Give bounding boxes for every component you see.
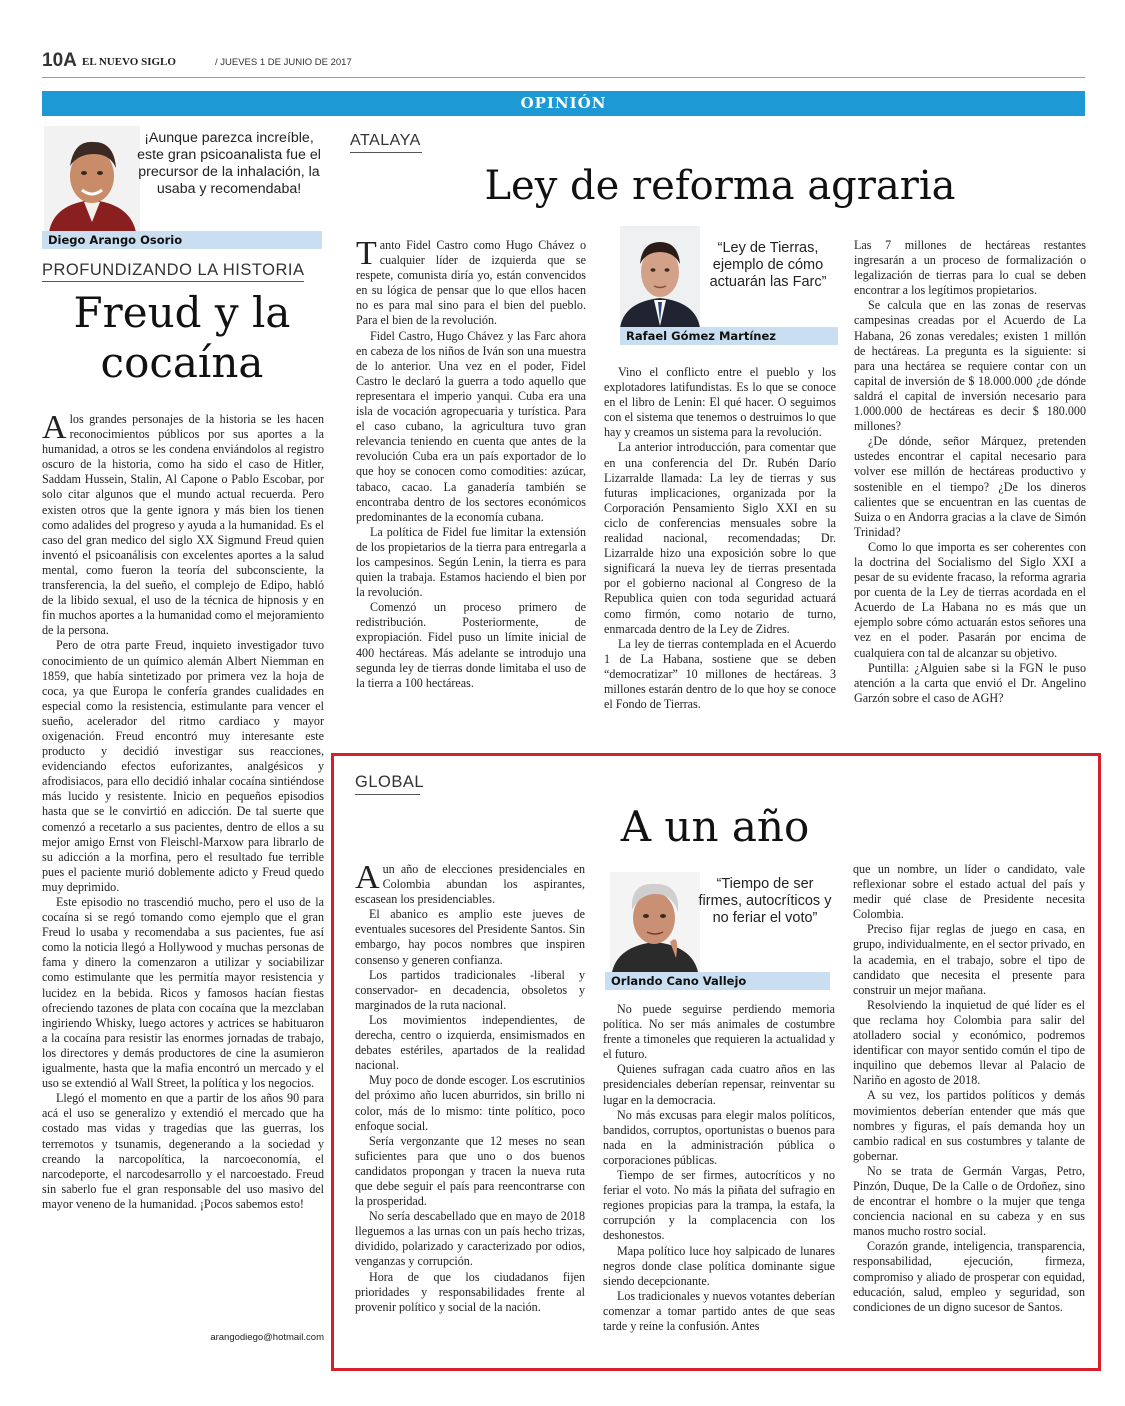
atalaya-paragraph-3: La política de Fidel fue limitar la extensión de los propietarios de la tierra para entregarla a los campesinos. Según Lenin, la tierra es para quien la trabaja. Estamos haciendo el bien por la revolución. [356, 524, 586, 600]
byline-cano: Orlando Cano Vallejo [605, 972, 830, 990]
global-paragraph-4: Los movimientos independientes, de derecha, centro o izquierda, ensimismados en debates estériles, apartados de la realidad nacional. [355, 1012, 585, 1073]
atalaya-paragraph-10: ¿De dónde, señor Márquez, pretenden ustedes encontrar el capital necesario para volver ese millón de hectáreas productivo y sostenible en el tiempo? ¿De los dineros calientes que se encuentran en las cuentas de Suiza o en Andorra gracias a la clave de Simón Trinidad? [854, 434, 1086, 539]
global-headline: A un año [620, 802, 810, 851]
global-paragraph-14: Los tradicionales y nuevos votantes deberían comenzar a tomar partido antes de que seas tarde y reine la confusión. Antes [603, 1288, 835, 1333]
global-paragraph-12: Tiempo de ser firmes, autocríticos y no feriar el voto. No más la piñata del sufragio en regiones propicias para la trampa, la estafa, la corrupción y la complacencia con los deshonestos. [603, 1168, 835, 1243]
atalaya-paragraph-8: Las 7 millones de hectáreas restantes ingresarán a un proceso de formalización o legalización de tierras para lo cual se deben encontrar a los legítimos propietarios. [854, 238, 1086, 298]
freud-pull-quote: ¡Aunque parezca increíble, este gran psicoanalista fue el precursor de la inhalación, la usaba y recomendaba! [137, 130, 321, 197]
global-column-2 [603, 1002, 835, 1334]
freud-paragraph-2: Pero de otra parte Freud, inquieto investigador tuvo conocimiento de un químico alemán Albert Niemman en 1859, que había sintetizado por primera vez la hoja de coca, ya que Europa le confería grandes cualidades en especial como la resistencia, estimulante para vencer el sueño, acelerador del ritmo cardiaco y mayor oxigenación. Freud encontró muy interesante este producto y decidió investigar sus reacciones, evidenciando efectos euforizantes, analgésicos y afrodisiacos, para ello decidió inhalar cocaína sintiéndose más lucido y resistente. Inicio en pequeños episodios hasta que se le convirtió en adicción. De tal suerte que comenzó a recetarlo a sus pacientes, dentro de ellos a su mejor amigo Ernst von Fleischl-Marxow para librarlo de su adicción a la morfina, pero el resultado fue terrible pues el paciente murió doblemente adicto y Freud quedo muy deprimido. [42, 638, 324, 894]
global-kicker-rule [355, 794, 420, 795]
section-bar [42, 91, 1085, 116]
atalaya-kicker-rule [350, 152, 422, 153]
global-paragraph-7: No sería descabellado que en mayo de 2018 lleguemos a las urnas con un país hecho trizas, dividido, polarizado y caracterizado por odios, venganzas y corrupción. [355, 1209, 585, 1269]
date-line: / JUEVES 1 DE JUNIO DE 2017 [215, 57, 352, 68]
global-paragraph-15: que un nombre, un líder o candidato, vale reflexionar sobre el estado actual del país y medir qué clase de Presidente necesita Colombia. [853, 862, 1085, 922]
global-kicker: GLOBAL [355, 773, 425, 791]
global-column-1 [355, 859, 585, 1315]
atalaya-paragraph-6: La anterior introducción, para comentar que en una conferencia del Dr. Rubén Darío Lizarralde llamada: La ley de tierras y sus futuras implicaciones, organizada por la Corporación Pensamiento Siglo XXI en su ciclo de conferencias mensuales sobre la realidad nacional, recomendadas; Dr. Lizarralde hizo una exposición sobre lo que significará la nueva ley de tierras presentada por el gobierno nacional al Congreso de la Republica quien con toda seguridad actuará como firmón, como notario de turno, enmarcada dentro de la Ley de Zidres. [604, 440, 836, 636]
author-photo-gomez [620, 226, 700, 328]
byline-arango: Diego Arango Osorio [42, 231, 322, 249]
atalaya-column-1 [356, 235, 586, 691]
atalaya-pull-quote: “Ley de Tierras, ejemplo de cómo actuarán las Farc” [709, 240, 827, 290]
author-email: arangodiego@hotmail.com [210, 1332, 324, 1343]
freud-kicker: PROFUNDIZANDO LA HISTORIA [42, 261, 305, 279]
freud-dropcap: A [42, 409, 67, 446]
atalaya-paragraph-1: anto Fidel Castro como Hugo Chávez o cualquier líder de izquierda que se respete, comunista diría yo, están convencidos en su lógica de pensar que lo que ellos hacen no es para mal sino para el bien del pueblo. Para el bien de la revolución. [356, 238, 586, 328]
atalaya-paragraph-12: Puntilla: ¿Alguien sabe si la FGN le puso atención a la carta que envió el Dr. Angelino Garzón sobre el caso de AGH? [854, 660, 1086, 705]
global-paragraph-2: El abanico es amplio este jueves de eventuales sucesores del Presidente Santos. Sin embargo, hay pocos nombres que inspiren consenso y generen confianza. [355, 907, 585, 967]
atalaya-column-2 [604, 365, 836, 712]
freud-paragraph-1: los grandes personajes de la historia se les hacen reconocimientos públicos por sus aportes a la humanidad, a otros se les condena enviándolos al registro oscuro de la historia, como ha sido el caso de Hitler, Saddam Hussein, Stalin, Al Capone o Pablo Escobar, por solo citar algunos que el mundo actual recuerda. Pero existen otros que la gente ignora y más bien los tienen como adalides del progreso y ayuda a la humanidad. Es el caso del gran medico del siglo XX Sigmund Freud quien inventó el psicoanálisis con excelentes aportes a la salud mental, como fueron la teoría del subconsciente, la transferencia, la del sueño, el complejo de Edipo, habló de la libido sexual, el uso de la técnica de hipnosis y en fin muchos aportes a la humanidad como el mejoramiento de la persona. [42, 412, 324, 638]
freud-body [42, 409, 324, 1212]
atalaya-paragraph-5: Vino el conflicto entre el pueblo y los explotadores latifundistas. Es lo que se conoce en el libro de Lenin: El qué hacer. O seguimos con el sistema que tenemos o destruimos lo que hay y creamos un sistema para la revolución. [604, 365, 836, 440]
atalaya-paragraph-9: Se calcula que en las zonas de reservas campesinas creadas por el Acuerdo de La Habana, 26 zonas veredales; existen 1 millón de hectáreas. La pregunta es la siguiente: si para una hectárea se requiere contar con un capital de inversión de $ 18.000.000 ¿de dónde saldrá el capital de inversión necesario para 1.000.000 de hectáreas es decir $ 180.000 millones? [854, 298, 1086, 434]
global-paragraph-18: A su vez, los partidos políticos y demás movimientos deberían entender que más que nombres y figuras, el país demanda hoy un cambio radical en sus costumbres y talante de gobernar. [853, 1088, 1085, 1163]
global-paragraph-19: No se trata de Germán Vargas, Petro, Pinzón, Duque, De la Calle o de Ordoñez, sino de encontrar el hombre o la mujer que tenga conciencia nacional en su cabeza y en sus manos mucho rostro social. [853, 1163, 1085, 1239]
newspaper-name: EL NUEVO SIGLO [82, 56, 176, 68]
global-paragraph-11: No más excusas para elegir malos políticos, bandidos, corruptos, oportunistas o buenos para nada en la administración pública o corporaciones públicas. [603, 1107, 835, 1167]
atalaya-paragraph-11: Como lo que importa es ser coherentes con la doctrina del Socialismo del Siglo XXI a pesar de su evidente fracaso, la reforma agraria por cuenta de la Ley de tierras acordada en el Acuerdo de La Habana no es más que un ejemplo sobre cómo actuarán estos señores una vez en el poder. Pasarán por encima de cualquiera con tal de alcanzar su objetivo. [854, 539, 1086, 660]
global-paragraph-16: Preciso fijar reglas de juego en casa, en grupo, individualmente, en el sector privado, en la academia, en el trabajo, sobre el tipo de candidato que necesita el presente para construir un mejor mañana. [853, 922, 1085, 997]
atalaya-paragraph-2: Fidel Castro, Hugo Chávez y las Farc ahora en cabeza de los niños de Iván son una muestra de lo anterior. Una vez en el poder, Fidel Castro le declaró la guerra a todo aquello que representara el imperio yanqui. Cuba era una isla de vocación agropecuaria y turística. Para el caso cubano, la agricultura tuvo gran relevancia teniendo en cuenta que antes de la revolución Cuba era un país exportador de lo que hoy se conocen como comodities: azúcar, tabaco, cacao. La ganadería también se encontraba dentro de los sectores económicos predominantes de la economía cubana. [356, 328, 586, 524]
global-paragraph-8: Hora de que los ciudadanos fijen prioridades y responsabilidades frente al provenir político y social de la nación. [355, 1269, 585, 1314]
atalaya-dropcap: T [356, 235, 377, 272]
global-paragraph-3: Los partidos tradicionales -liberal y conservador- en decadencia, obsoletos y marginados de la ruta nacional. [355, 967, 585, 1012]
global-paragraph-20: Corazón grande, inteligencia, transparencia, responsabilidad, ejecución, firmeza, compromiso y aliado de prosperar con equidad, educación, salud, empleo y seguridad, son condiciones de un digno sucesor de Santos. [853, 1239, 1085, 1314]
freud-headline-line-1: Freud y la [73, 288, 291, 337]
global-paragraph-9: No puede seguirse perdiendo memoria política. No ser más animales de costumbre frente a timoneles que requieren la actualidad y el futuro. [603, 1002, 835, 1062]
freud-kicker-rule [42, 281, 304, 282]
section-title: OPINIÓN [520, 94, 607, 112]
freud-paragraph-3: Este episodio no trascendió mucho, pero el uso de la cocaína si se regó tomando como ejemplo que el gran Freud lo usaba y recomendaba a sus pacientes, fue así como la noticia llegó a Hollywood y muchas personas de fama y dinero la comenzaron a utilizar y sociabilizar como estimulante que les permitía mayor resistencia y lucidez en la bebida. Ricos y famosos hacían fiestas ofreciendo tazones de plata con cocaína que la mezclaban ingiriendo Whisky, luego actores y actrices se habituaron a la cocaína para resistir las enormes jornadas de trabajo, los directores y demás productores de cine la asumieron igualmente, hasta que la mafia encontró un mercado y el uso se extendió al Wall Street, la política y los negocios. [42, 895, 324, 1091]
author-photo-cano [610, 872, 700, 972]
atalaya-headline: Ley de reforma agraria [484, 163, 956, 209]
global-paragraph-10: Quienes sufragan cada cuatro años en las presidenciales deberían repensar, reinventar su lugar en la democracia. [603, 1062, 835, 1107]
global-column-3 [853, 862, 1085, 1315]
global-paragraph-5: Muy poco de donde escoger. Los escrutinios del próximo año lucen aburridos, sin brillo ni color, más de lo mismo: tinte político, poco enfoque social. [355, 1073, 585, 1133]
atalaya-kicker: ATALAYA [350, 132, 421, 149]
freud-headline [42, 288, 322, 388]
global-pull-quote: “Tiempo de ser firmes, autocríticos y no feriar el voto” [698, 876, 832, 926]
author-photo-arango [44, 126, 140, 232]
freud-paragraph-4: Llegó el momento en que a partir de los años 90 para acá el uso se generalizo y extendió el mercado que ha costado mas vidas y tragedias que las guerras, los terremotos y tsunamis, degenerando a la sociedad y creando la narcopolítica, la narcoeconomía, el narcodeporte, el narcodesarrollo y el narcoestado. Freud sin saberlo fue el gran responsable del uso masivo del mayor veneno de la humanidad. ¡Pocos sabemos esto! [42, 1091, 324, 1211]
global-paragraph-13: Mapa político luce hoy salpicado de lunares negros donde clase política dominante sigue siendo decepcionante. [603, 1243, 835, 1288]
atalaya-paragraph-7: La ley de tierras contemplada en el Acuerdo 1 de La Habana, sostiene que se deben “democratizar” 10 millones de hectáreas. 3 millones estarán dentro de lo que hoy se conoce el Fondo de Tierras. [604, 636, 836, 712]
global-paragraph-1: un año de elecciones presidenciales en Colombia abundan los aspirantes, escasean los presidenciables. [355, 862, 585, 907]
atalaya-column-3 [854, 238, 1086, 706]
freud-headline-line-2: cocaína [100, 338, 264, 387]
atalaya-paragraph-4: Comenzó un proceso primero de redistribución. Posteriormente, de expropiación. Fidel puso un límite inicial de 400 hectáreas. Más adelante se introdujo una segunda ley de tierras donde limitaba el uso de la tierra a 100 hectáreas. [356, 600, 586, 690]
page-number: 10A [42, 50, 77, 71]
byline-gomez: Rafael Gómez Martínez [620, 327, 838, 345]
page-header [42, 50, 1085, 78]
global-paragraph-6: Sería vergonzante que 12 meses no sean suficientes para que uno o dos buenos candidatos propongan y tracen la nueva ruta que debe seguir el país para reencontrarse con la prosperidad. [355, 1133, 585, 1209]
global-dropcap: A [355, 859, 380, 896]
global-paragraph-17: Resolviendo la inquietud de qué líder es el que reclama hoy Colombia para salir del atolladero social y económico, podremos identificar con mayor sentido común el tipo de inquilino que debemos llevar al Palacio de Nariño en agosto de 2018. [853, 997, 1085, 1088]
